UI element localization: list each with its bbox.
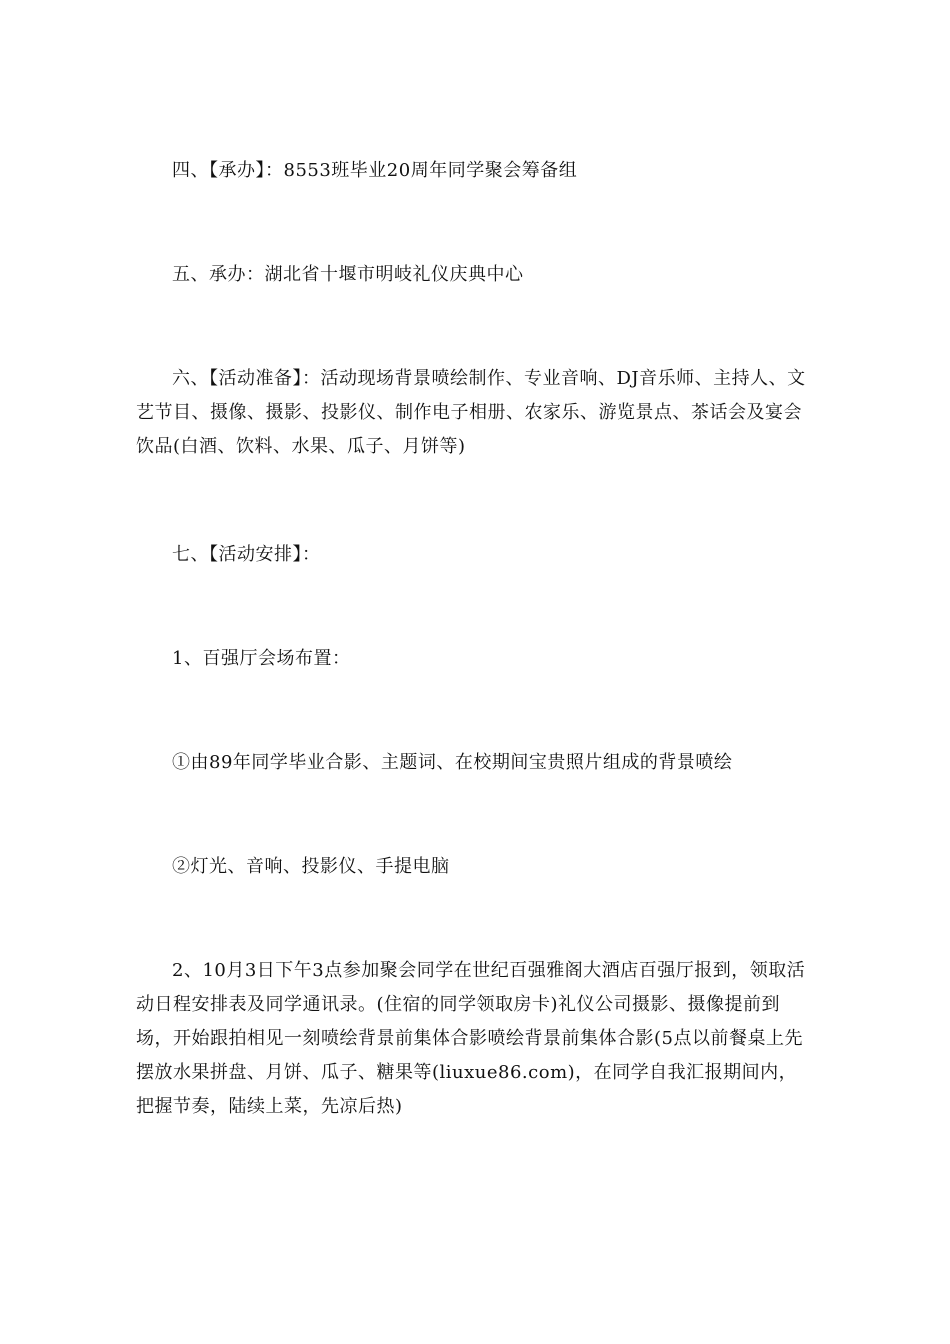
paragraph-organizer: 四、【承办】：8553班毕业20周年同学聚会筹备组 <box>172 160 578 181</box>
paragraph-backdrop: ①由89年同学毕业合影、主题词、在校期间宝贵照片组成的背景喷绘 <box>172 752 733 773</box>
paragraph-preparation: 六、【活动准备】：活动现场背景喷绘制作、专业音响、DJ音乐师、主持人、文艺节目、摄像、摄影、投影仪、制作电子相册、农家乐、游览景点、茶话会及宴会饮品(白酒、饮料、水果、瓜子、月饼等) <box>136 368 806 457</box>
paragraph-arrangement-heading: 七、【活动安排】： <box>172 544 321 565</box>
paragraph-venue-setup: 1、百强厅会场布置： <box>172 648 351 669</box>
paragraph-equipment: ②灯光、音响、投影仪、手提电脑 <box>172 856 450 877</box>
paragraph-registration: 2、10月3日下午3点参加聚会同学在世纪百强雅阁大酒店百强厅报到，领取活动日程安排表及同学通讯录。(住宿的同学领取房卡)礼仪公司摄影、摄像提前到场，开始跟拍相见一刻喷绘背景前集体合影喷绘背景前集体合影(5点以前餐桌上先摆放水果拼盘、月饼、瓜子、糖果等(liuxue86.com)，在同学自我汇报期间内，把握节奏，陆续上菜，先凉后热) <box>136 960 806 1117</box>
paragraph-host: 五、承办：湖北省十堰市明岐礼仪庆典中心 <box>172 264 524 285</box>
